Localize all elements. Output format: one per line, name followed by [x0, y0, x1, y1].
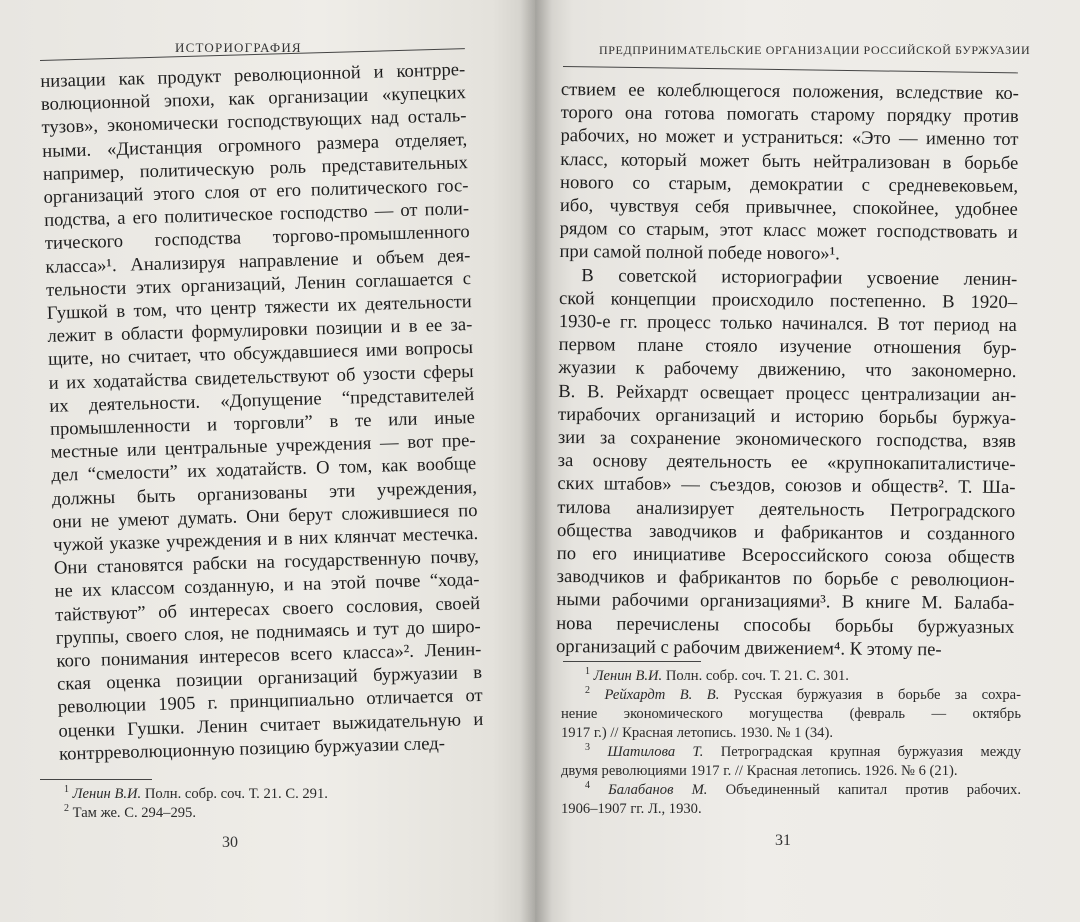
left-page-number: 30: [222, 834, 238, 851]
text-line: ными. «Дистанция огромного размера отделяет,: [41, 128, 468, 162]
footnote-author: Рейхардт В. В.: [604, 687, 720, 703]
text-line: организаций с рабочим движением⁴. К этому пе-: [555, 635, 942, 661]
text-line: тилова анализирует деятельность Петроградского: [557, 496, 1016, 522]
footnote: [561, 667, 1021, 686]
text-line: ибо, чувствуя себя привычнее, спокойнее, удобнее: [559, 195, 1018, 221]
footnote-number: 1: [64, 784, 69, 796]
text-line: лежит в области формулировки позиции и в ее за-: [47, 314, 473, 348]
text-line: В. В. Рейхардт освещает процесс централизации ан-: [558, 380, 1017, 406]
text-line: тического господства торгово-промышленного: [44, 221, 470, 255]
text-line: их деятельности. «Допущение “представителей: [49, 383, 475, 417]
text-line: революции 1905 г. принципиально отличается от: [57, 685, 483, 719]
text-line: местные или центральные учреждения — вот пре-: [50, 430, 476, 464]
footnote-number: 2: [585, 685, 590, 697]
text-line: В советской историографии усвоение ленин-: [581, 264, 1018, 290]
text-line: тайствуют” об интересах своего сословия, своей: [54, 592, 481, 626]
footnote-number: 1: [585, 666, 590, 678]
footnote: [40, 785, 465, 804]
text-line: промышленности и торговли” в те или иные: [49, 407, 476, 440]
text-line: Гушкой в том, что центр тяжести их деятельности: [46, 291, 472, 324]
footnote-text: Русская буржуазия в борьбе за сохра-: [719, 687, 1021, 703]
left-footnote-rule: [40, 779, 152, 780]
text-line: чужой указке учреждения и в них клянчат местечка.: [52, 523, 479, 556]
text-line: тузов», экономически господствующих над осталь-: [41, 105, 467, 139]
text-line: и их ходатайства свидетельствуют об узости сферы: [48, 360, 474, 394]
right-footnotes: [561, 667, 1021, 819]
text-line: ских штабов» — съездов, союзов и обществ². Т. Ша-: [557, 473, 1016, 499]
right-footnote-rule: [563, 661, 701, 662]
right-body-text: [556, 78, 1019, 662]
footnote-text: нение экономического могущества (февраль — октябрь: [561, 706, 1021, 722]
text-line: зии за сохранение экономического господства, взяв: [557, 427, 1016, 453]
left-body-text: [40, 58, 484, 766]
text-line: например, политическую роль представительных: [42, 151, 469, 185]
footnote: [561, 743, 1021, 762]
text-line: организаций этого слоя от его политического гос-: [43, 175, 469, 208]
text-line: жуазии к рабочему движению, что закономерно.: [558, 357, 1017, 383]
footnote-text: Полн. собр. соч. Т. 21. С. 291.: [141, 786, 328, 802]
footnote-author: Балабанов М.: [608, 782, 708, 798]
text-line: низации как продукт революционной и контрре-: [40, 59, 466, 92]
footnote-text: Петроградская крупная буржуазия между: [703, 744, 1021, 760]
text-line: Они становятся рабски на государственную почву,: [53, 546, 480, 580]
footnote: [40, 804, 465, 823]
right-head-rule: [563, 66, 1018, 73]
text-line: за основу деятельность ее «крупнокапиталистиче-: [557, 450, 1016, 476]
footnote: [561, 781, 1021, 800]
text-line: подства, а его политическое господство — от поли-: [43, 198, 470, 232]
text-line: ской концепции происходило постепенно. В 1920–: [558, 287, 1018, 313]
left-page: [0, 0, 535, 922]
footnote-author: Шатилова Т.: [607, 744, 704, 760]
footnote-text: Объединенный капитал против рабочих.: [707, 782, 1021, 798]
text-line: тирабочих организаций и историю борьбы буржуа-: [557, 403, 1017, 429]
footnote-number: 4: [585, 780, 590, 792]
footnote-text: Там же. С. 294–295.: [72, 805, 196, 821]
footnote: [561, 686, 1021, 705]
text-line: 1930-е гг. процесс только начинался. В тот период на: [558, 311, 1017, 337]
footnote-number: 2: [64, 803, 69, 815]
left-footnotes: [40, 785, 465, 823]
footnote-text: 1917 г.) // Красная летопись. 1930. № 1 (34).: [561, 725, 833, 741]
text-line: ствием ее колеблющегося положения, вследствие ко-: [560, 78, 1019, 104]
right-page: [535, 0, 1080, 922]
footnote-continuation: [561, 800, 1021, 819]
text-line: первом плане стояло изучение отношения бур-: [558, 334, 1017, 360]
text-line: общества заводчиков и фабрикантов и созданного: [556, 519, 1016, 545]
footnote-continuation: [561, 724, 1021, 743]
text-line: при самой полной победе нового»¹.: [559, 241, 840, 265]
text-line: они не умеют думать. Они берут сложившиеся по: [52, 499, 478, 533]
text-line: не их классом созданную, и на этой почве “хода-: [54, 569, 480, 603]
text-line: ская оценка позиции организаций буржуазии в: [56, 662, 483, 696]
text-line: дел “смелости” их ходатайств. О том, как вообще: [51, 453, 477, 487]
footnote-text: двумя революциями 1917 г. // Красная летопись. 1926. № 6 (21).: [561, 763, 958, 779]
text-line: класса»¹. Анализируя направление и объем дея-: [45, 244, 471, 278]
text-line: должны быть организованы эти учреждения,: [51, 476, 478, 510]
text-line: нового со старым, демократии с средневековьем,: [559, 171, 1019, 197]
text-line: заводчиков и фабрикантов по борьбе с революцион-: [556, 566, 1015, 592]
text-line: оценки Гушки. Ленин считает выжидательную и: [58, 708, 484, 742]
right-running-head: ПРЕДПРИНИМАТЕЛЬСКИЕ ОРГАНИЗАЦИИ РОССИЙСКОЙ БУРЖУАЗИИ: [599, 43, 1031, 57]
text-line: нова перечислены способы борьбы буржуазных: [556, 612, 1015, 638]
footnote-continuation: [561, 705, 1021, 724]
text-line: тельности этих организаций, Ленин соглашается с: [45, 267, 472, 301]
text-line: волюционной эпохи, как организации «купецких: [40, 82, 467, 116]
left-running-head: ИСТОРИОГРАФИЯ: [175, 40, 302, 55]
text-line: рядом со старым, этот класс может господствовать и: [559, 218, 1018, 244]
footnote-continuation: [561, 762, 1021, 781]
footnote-author: Ленин В.И.: [593, 668, 663, 684]
footnote-number: 3: [585, 742, 590, 754]
text-line: по его инициативе Всероссийского союза обществ: [556, 543, 1015, 569]
text-line: группы, своего слоя, не поднимаясь и тут до широ-: [55, 615, 481, 649]
text-line: класс, который может быть нейтрализован в борьбе: [560, 148, 1019, 174]
text-line: контрреволюционную позицию буржуазии след-: [58, 732, 446, 765]
right-page-number: 31: [775, 832, 791, 849]
text-line: кого понимания интересов всего класса»². Ленин-: [56, 638, 482, 672]
footnote-text: Полн. собр. соч. Т. 21. С. 301.: [662, 668, 849, 684]
text-line: торого она готова помогать старому порядку против: [560, 102, 1019, 128]
text-line: ными рабочими организациями³. В книге М. Балаба-: [556, 589, 1015, 615]
footnote-author: Ленин В.И.: [72, 786, 142, 802]
text-line: щите, но считает, что обсуждавшиеся ими вопросы: [47, 337, 474, 371]
text-line: рабочих, но может и устраниться: «Это — именно тот: [560, 125, 1019, 151]
footnote-text: 1906–1907 гг. Л., 1930.: [561, 801, 702, 817]
